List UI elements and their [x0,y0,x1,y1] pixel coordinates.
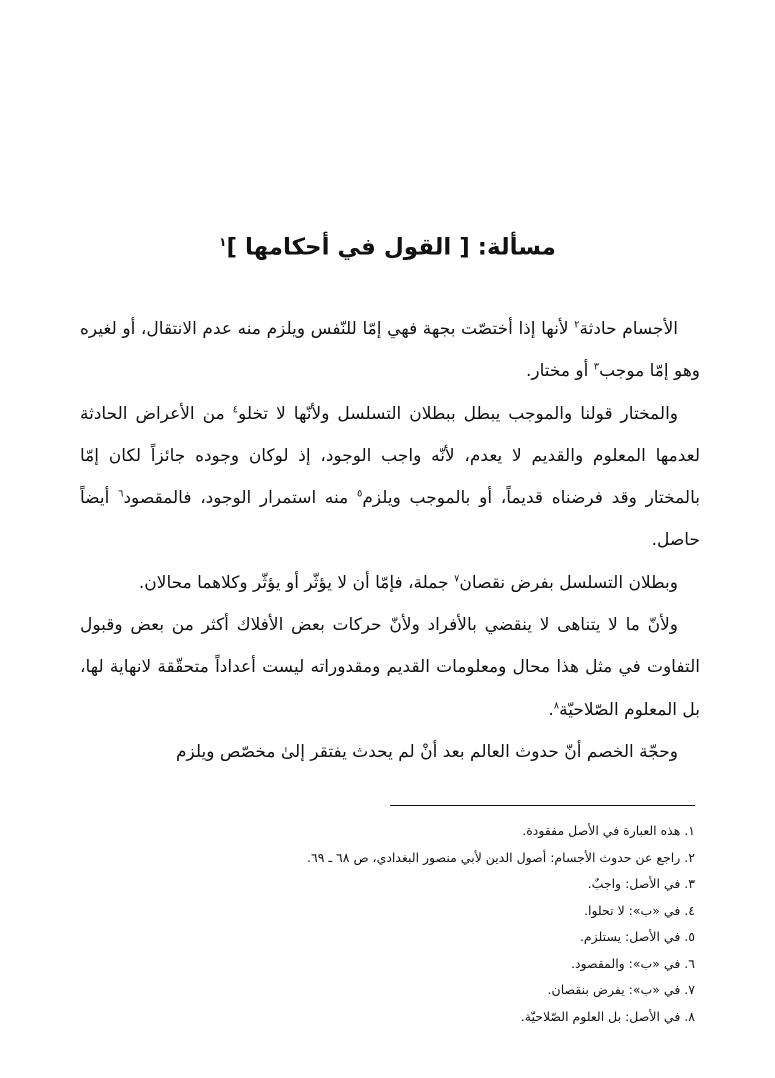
paragraph-text: والمختار قولنا والموجب يبطل ببطلان التسلسل ولأنّها لا تخلو [238,403,678,424]
body-paragraph [80,562,700,604]
footnote-ref: ٢ [574,319,580,331]
body-paragraph [80,308,700,393]
footnote-item: ٤. في «ب»: لا تحلوا. [584,902,695,918]
body-paragraph [80,604,700,731]
body-paragraph [80,393,700,562]
footnote-ref: ٦ [118,488,124,500]
footnotes-list [75,818,695,1030]
paragraph-text: لأنها إذا أختصّت بجهة فهي إمّا للنّفس ويلزم منه عدم الانتقال، أو لغيره وهو إمّا موجب [80,319,700,382]
paragraph-text: . [548,699,554,720]
footnote-item: ١. هذه العبارة في الأصل مفقودة. [522,823,695,838]
footnote-divider [390,805,695,806]
paragraph-text: أو مختار. [526,361,594,382]
footnote-ref: ٤ [232,403,239,415]
footnote-item: ٣. في الأصل: واجبٌ. [587,876,695,891]
footnote-item: ٥. في الأصل: يستلزم. [579,929,695,944]
footnote-ref: ٨ [553,700,560,712]
paragraph-text: الأجسام حادثة [579,319,678,339]
section-heading-footnote-ref: ١ [219,235,227,249]
section-heading [60,222,715,268]
footnote-item: ٢. راجع عن حدوث الأجسام: أصول الدين لأبي منصور البغدادي، ص ٦٨ ـ ٦٩. [307,849,695,865]
footnote-ref: ٥ [356,488,363,500]
paragraph-text: جملة، فإمّا أن لا يؤثّر أو يؤثّر وكلاهما محالان. [138,572,455,593]
paragraph-text: وحجّة الخصم أنّ حدوث العالم بعد أنْ لم يحدث يفتقر إلىٰ مخصّص ويلزم [175,741,678,762]
footnote-item: ٦. في «ب»: والمقصود. [571,955,695,971]
section-heading-text: مسألة: [ القول في أحكامها ] [226,234,556,261]
paragraph-text: أيضاً حاصل. [80,488,700,551]
body-paragraph [80,731,700,773]
paragraph-text: منه استمرار الوجود، فالمقصود [123,488,357,509]
paragraph-text: من الأعراض الحادثة لعدمها المعلوم والقديم لا يعدم، لأنّه واجب الوجود، إذ لوكان وجوده جائزاً لكان إمّا بالمختار وقد فرضناه قديماً، أو بالموجب ويلزم [80,403,701,509]
footnote-ref: ٣ [593,361,600,373]
paragraph-text: وبطلان التسلسل بفرض نقصان [459,572,678,593]
footnote-ref: ٧ [454,573,460,585]
body-text [80,308,700,773]
footnote-item: ٧. في «ب»: يفرض بنقصان. [547,982,695,997]
footnote-item: ٨. في الأصل: بل العلوم الصّلاحيّة. [520,1008,695,1024]
paragraph-text: ولأنّ ما لا يتناهى لا ينقضي بالأفراد ولأنّ حركات بعض الأفلاك أكثر من بعض وقبول التفاوت في مثل هذا محال ومعلومات القديم ومقدوراته ليست أعداداً متحقّقة لانهاية لها، بل المعلوم الصّلاحيّة [80,615,700,720]
